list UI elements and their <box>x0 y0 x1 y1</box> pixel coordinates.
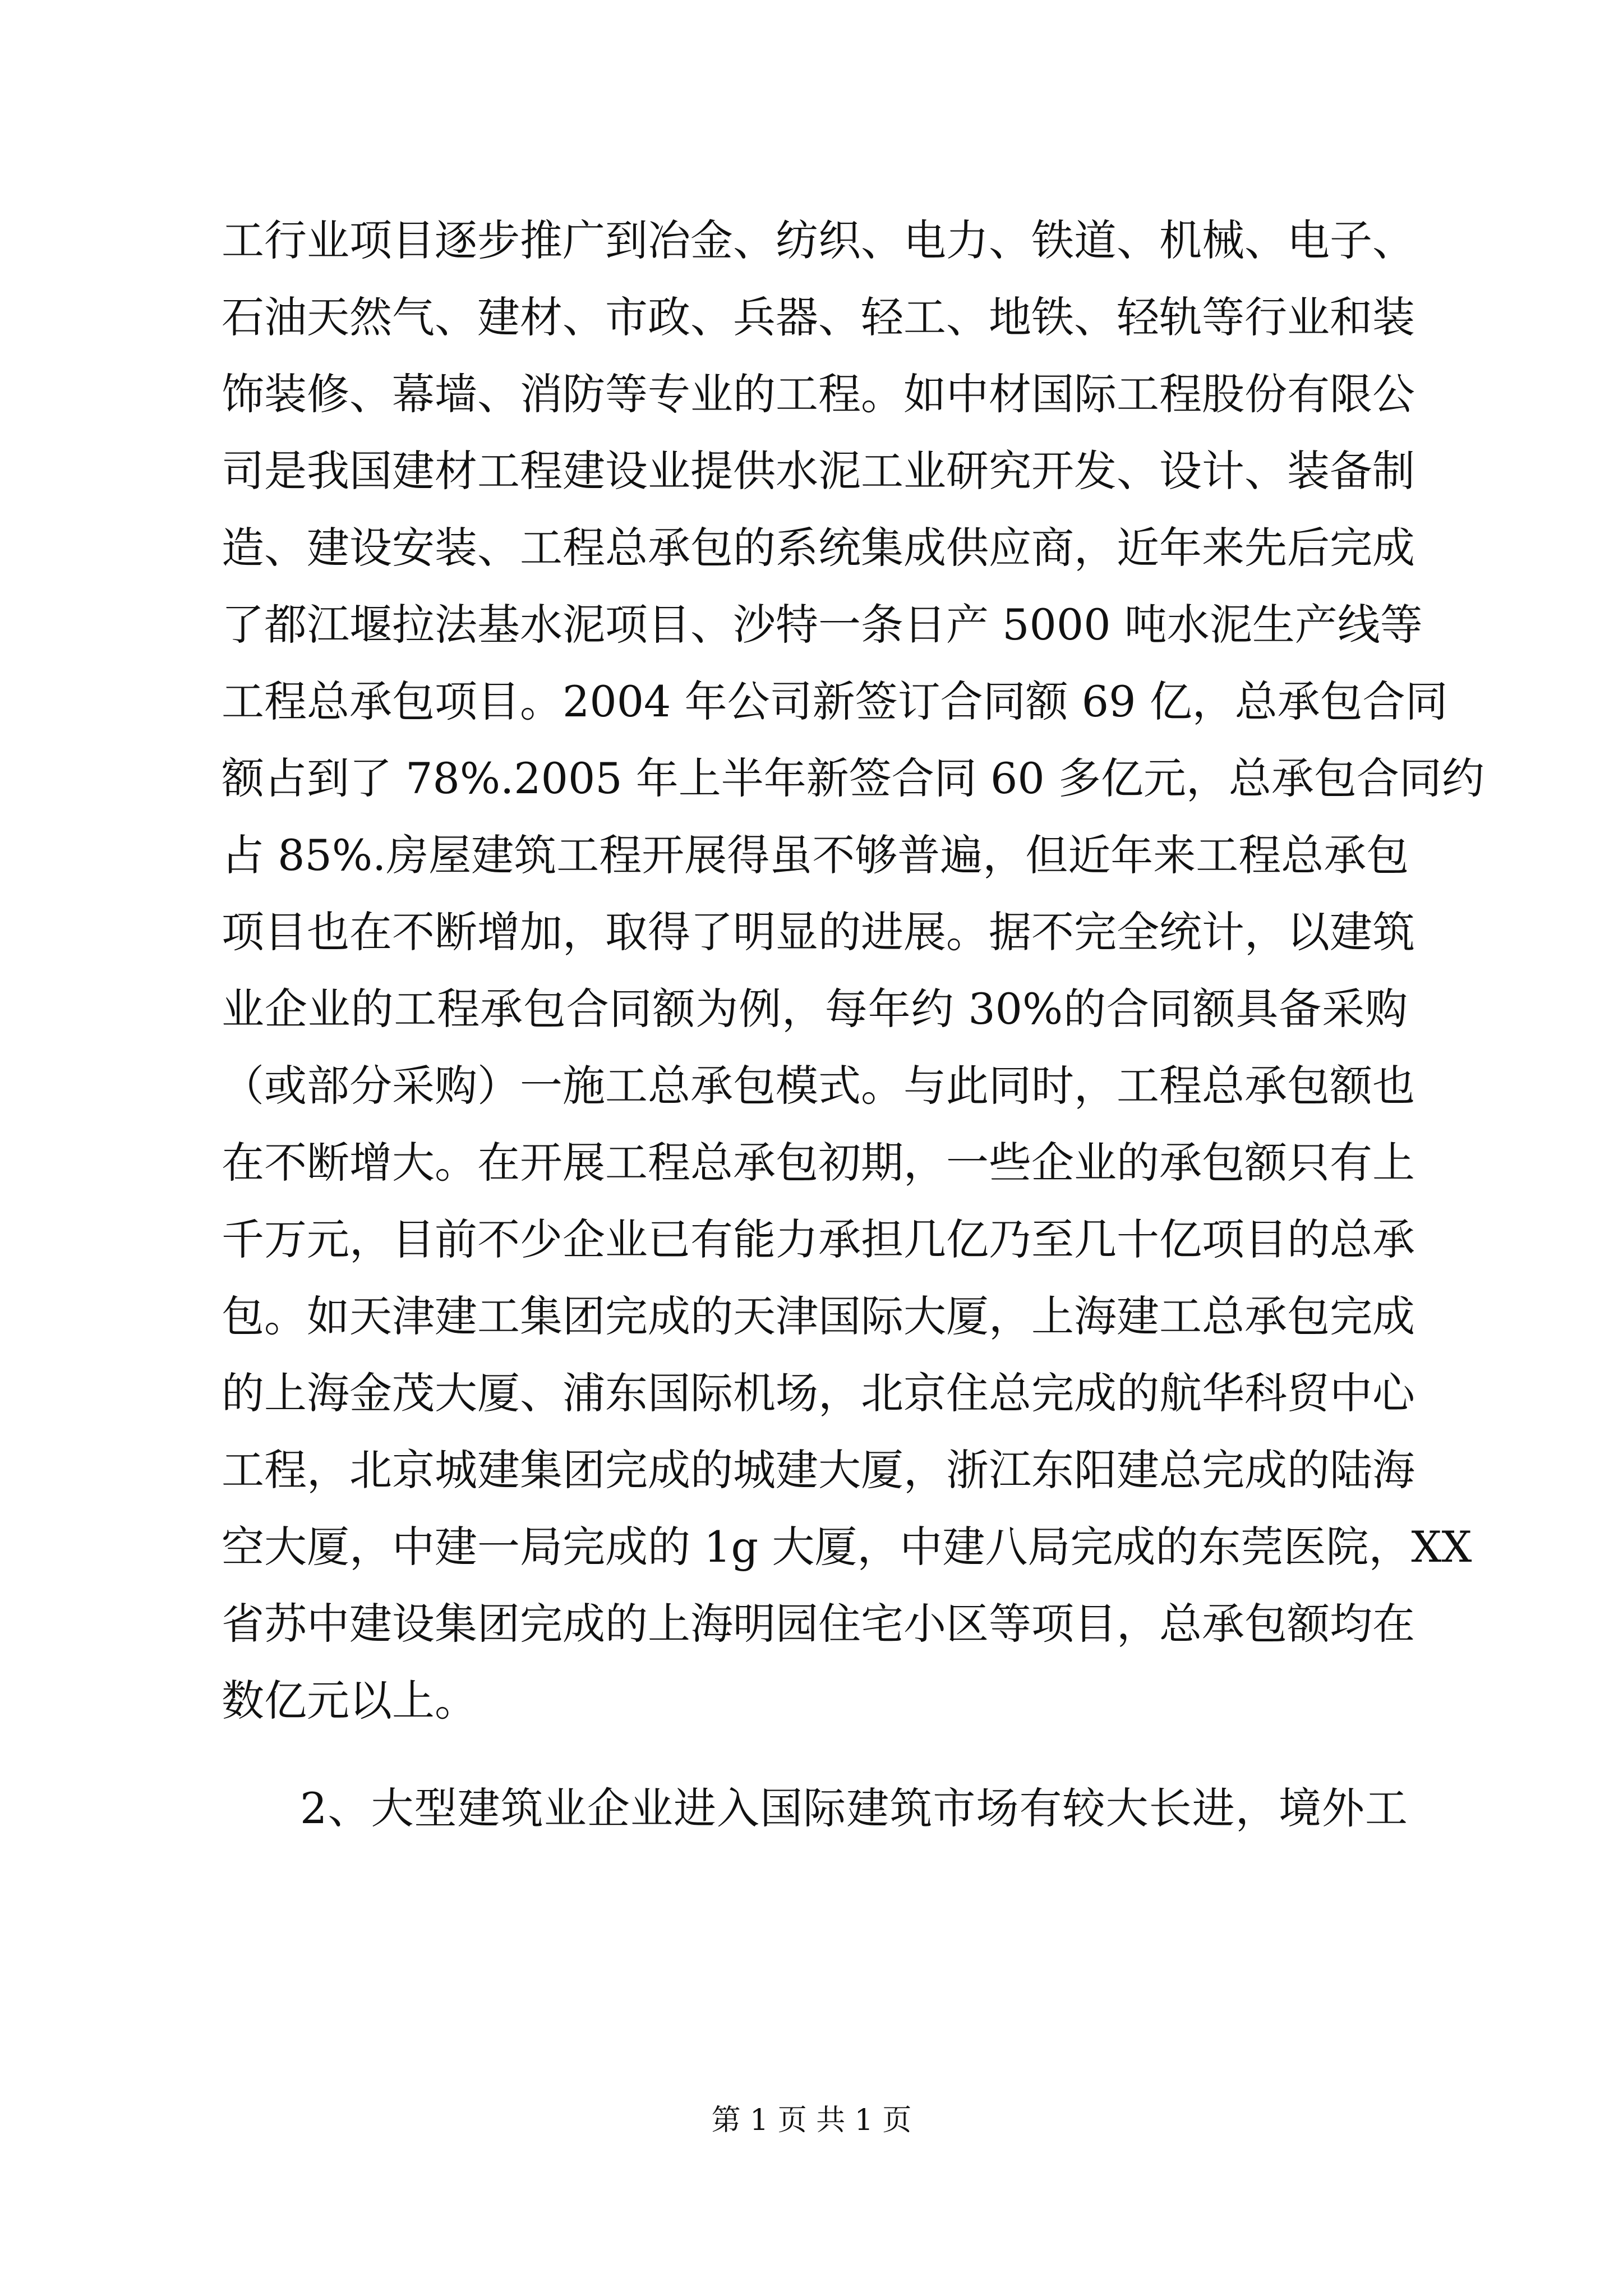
text-line-18: 空大厦，中建一局完成的 1g 大厦，中建八局完成的东莞医院，XX <box>222 1522 1472 1572</box>
text-line-6: 了都江堰拉法基水泥项目、沙特一条日产 5000 吨水泥生产线等 <box>222 600 1423 650</box>
text-line-12: （或部分采购）一施工总承包模式。与此同时，工程总承包额也 <box>222 1061 1415 1111</box>
text-line-9: 占 85%.房屋建筑工程开展得虽不够普遍，但近年来工程总承包 <box>222 830 1409 880</box>
text-line-1: 工行业项目逐步推广到冶金、纺织、电力、铁道、机械、电子、 <box>222 215 1415 265</box>
text-line-5: 造、建设安装、工程总承包的系统集成供应商，近年来先后完成 <box>222 523 1415 573</box>
text-line-8: 额占到了 78%.2005 年上半年新签合同 60 多亿元，总承包合同约 <box>222 753 1484 803</box>
text-line-4: 司是我国建材工程建设业提供水泥工业研究开发、设计、装备制 <box>222 446 1415 496</box>
text-line-16: 的上海金茂大厦、浦东国际机场，北京住总完成的航华科贸中心 <box>222 1368 1415 1418</box>
text-line-19: 省苏中建设集团完成的上海明园住宅小区等项目，总承包额均在 <box>222 1599 1415 1649</box>
text-line-3: 饰装修、幕墙、消防等专业的工程。如中材国际工程股份有限公 <box>222 369 1415 419</box>
text-line-2: 石油天然气、建材、市政、兵器、轻工、地铁、轻轨等行业和装 <box>222 292 1415 342</box>
text-line-10: 项目也在不断增加，取得了明显的进展。据不完全统计，以建筑 <box>222 907 1415 957</box>
text-line-14: 千万元，目前不少企业已有能力承担几亿乃至几十亿项目的总承 <box>222 1214 1415 1264</box>
body-text <box>222 202 1484 1847</box>
text-line-17: 工程，北京城建集团完成的城建大厦，浙江东阳建总完成的陆海 <box>222 1445 1415 1495</box>
page-footer: 第 1 页 共 1 页 <box>711 2104 912 2137</box>
paragraph-2-first-line: 2、大型建筑业企业进入国际建筑市场有较大长进，境外工 <box>300 1783 1408 1833</box>
text-line-11: 业企业的工程承包合同额为例，每年约 30%的合同额具备采购 <box>222 984 1408 1034</box>
text-line-7: 工程总承包项目。2004 年公司新签订合同额 69 亿，总承包合同 <box>222 677 1448 726</box>
text-line-20: 数亿元以上。 <box>222 1676 477 1726</box>
text-line-15: 包。如天津建工集团完成的天津国际大厦，上海建工总承包完成 <box>222 1291 1415 1341</box>
text-line-13: 在不断增大。在开展工程总承包初期，一些企业的承包额只有上 <box>222 1138 1415 1188</box>
